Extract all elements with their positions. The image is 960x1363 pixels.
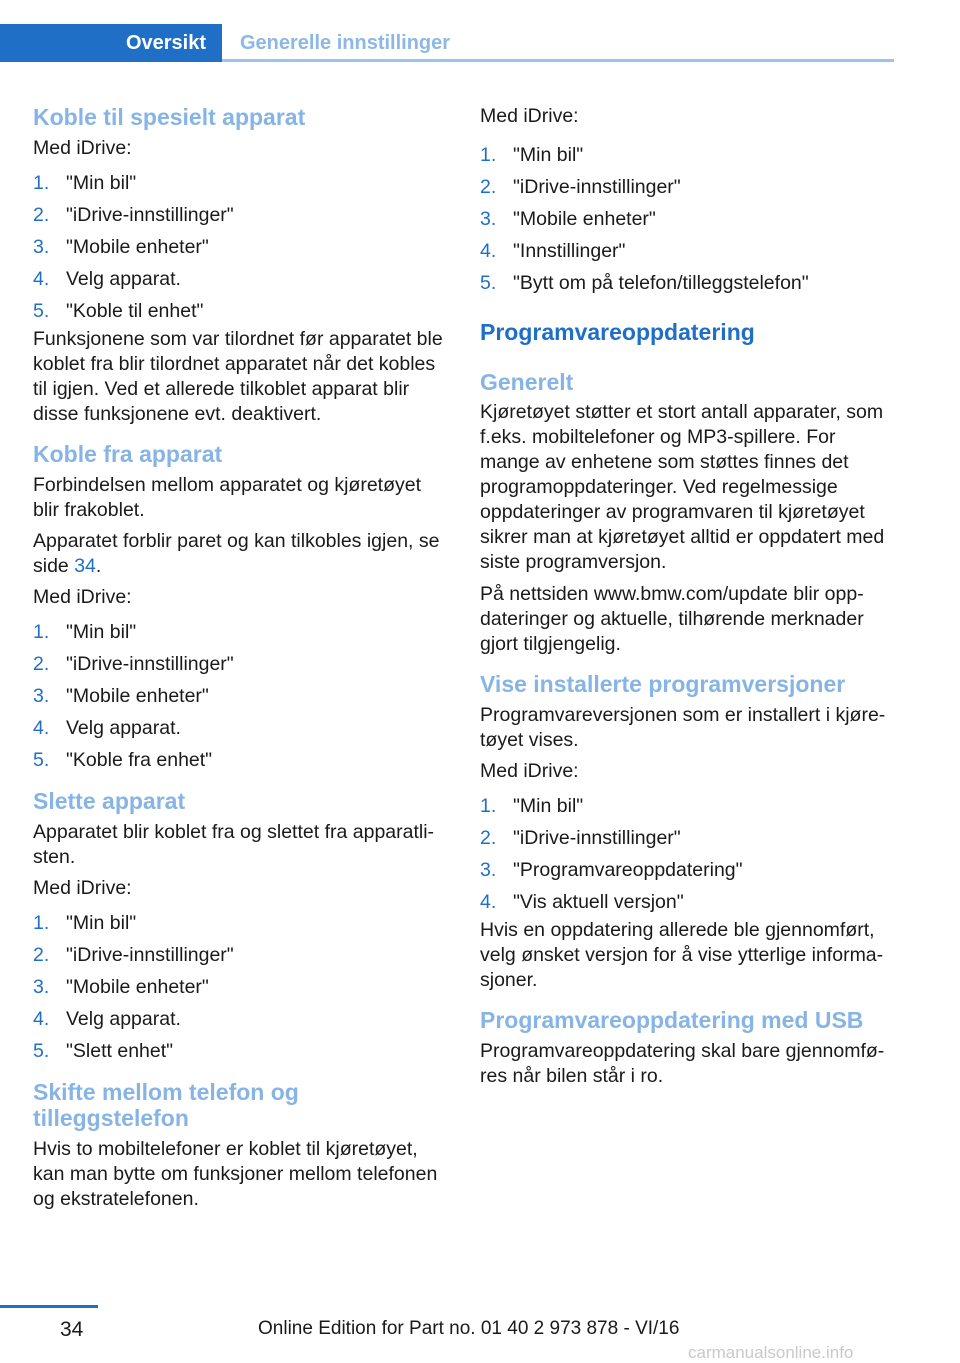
intro-med-idrive: Med iDrive: — [33, 877, 132, 899]
intro-med-idrive: Med iDrive: — [480, 105, 579, 127]
intro-med-idrive: Med iDrive: — [33, 137, 132, 159]
list-item: 3. "Programvareoppdatering" — [480, 859, 743, 881]
list-item: 4. "Vis aktuell versjon" — [480, 891, 684, 913]
intro-med-idrive: Med iDrive: — [480, 760, 579, 782]
paragraph: Programvareversjonen som er installert i kjøre‐ tøyet vises. — [480, 704, 886, 751]
steps-slette — [33, 907, 451, 1067]
page-number: 34 — [60, 1318, 84, 1341]
list-item: 2. "iDrive-innstillinger" — [33, 653, 234, 675]
heading-koble-fra: Koble fra apparat — [33, 441, 223, 467]
paragraph: Apparatet blir koblet fra og slettet fra apparatli‐ sten. — [33, 821, 435, 868]
list-item: 3. "Mobile enheter" — [33, 685, 209, 707]
watermark: carmanualsonline.info — [688, 1343, 854, 1362]
list-item: 1. "Min bil" — [33, 912, 137, 934]
heading-programvareoppdatering: Programvareoppdatering — [480, 319, 755, 345]
list-item: 1. "Min bil" — [33, 172, 137, 194]
list-item: 4. "Innstillinger" — [480, 240, 626, 262]
paragraph: Hvis to mobiltelefoner er koblet til kjøretøyet, kan man bytte om funksjoner mellom telefonen og ekstratelefonen. — [33, 1138, 438, 1210]
footer-rule — [0, 1305, 98, 1308]
paragraph: På nettsiden www.bmw.com/update blir opp‐ dateringer og aktuelle, tilhørende merknader gjort tilgjengelig. — [480, 583, 864, 655]
list-item: 5. "Koble fra enhet" — [33, 749, 213, 771]
list-item: 3. "Mobile enheter" — [33, 976, 209, 998]
list-item: 5. "Slett enhet" — [33, 1040, 174, 1062]
list-item: 4. Velg apparat. — [33, 1008, 181, 1030]
list-item: 2. "iDrive-innstillinger" — [480, 176, 681, 198]
tab-oversikt[interactable]: Oversikt — [0, 24, 222, 62]
list-item: 4. Velg apparat. — [33, 268, 181, 290]
list-item: 5. "Bytt om på telefon/tilleggstelefon" — [480, 272, 809, 294]
paragraph: Kjøretøyet støtter et stort antall apparater, som f.eks. mobiltelefoner og MP3-spillere. For mange av enhetene som støttes finnes det programoppdateringer. Ved regelmessige oppdateringer av programvaren til kjøretøyet sikrer man at kjøretøyet alltid er oppdatert med siste programversjon. — [480, 401, 885, 573]
header-rule — [222, 59, 894, 62]
paragraph-with-link: Apparatet forblir paret og kan tilkobles igjen, se side 34. — [33, 530, 440, 577]
list-item: 3. "Mobile enheter" — [33, 236, 209, 258]
heading-skifte: Skifte mellom telefon og tilleggstelefon — [33, 1079, 299, 1131]
steps-vis-versjon — [480, 790, 898, 918]
left-column — [33, 100, 451, 1212]
top-navigation — [0, 24, 894, 62]
list-item: 1. "Min bil" — [480, 144, 584, 166]
right-column — [480, 100, 898, 1089]
list-item: 5. "Koble til enhet" — [33, 300, 204, 322]
heading-vise-versjoner: Vise installerte programversjoner — [480, 671, 846, 697]
paragraph: Forbindelsen mellom apparatet og kjøretøyet blir frakoblet. — [33, 474, 422, 521]
note-vise: Hvis en oppdatering allerede ble gjennomført, velg ønsket versjon for å vise ytterlige informa‐ sjoner. — [480, 919, 884, 991]
list-item: 4. Velg apparat. — [33, 717, 181, 739]
list-item: 2. "iDrive-innstillinger" — [33, 204, 234, 226]
list-item: 1. "Min bil" — [33, 621, 137, 643]
list-item: 1. "Min bil" — [480, 795, 584, 817]
list-item: 3. "Mobile enheter" — [480, 208, 656, 230]
heading-generelt: Generelt — [480, 369, 574, 395]
heading-slette: Slette apparat — [33, 788, 186, 814]
paragraph: Programvareoppdatering skal bare gjennomfø‐ res når bilen står i ro. — [480, 1040, 885, 1087]
steps-koble-fra — [33, 616, 451, 776]
tab-generelle-innstillinger[interactable]: Generelle innstillinger — [240, 31, 451, 54]
note-koble-til: Funksjonene som var tilordnet før apparatet ble koblet fra blir tilordnet apparatet når det kobles til igjen. Ved et allerede tilkoblet apparat blir disse funksjonene evt. deaktivert. — [33, 328, 443, 425]
intro-med-idrive: Med iDrive: — [33, 586, 132, 608]
edition-info: Online Edition for Part no. 01 40 2 973 878 - VI/16 — [258, 1318, 680, 1339]
page-reference-link[interactable]: 34 — [74, 555, 96, 577]
steps-koble-til — [33, 167, 451, 327]
list-item: 2. "iDrive-innstillinger" — [480, 827, 681, 849]
steps-bytt-telefon — [480, 139, 898, 299]
list-item: 2. "iDrive-innstillinger" — [33, 944, 234, 966]
heading-koble-til: Koble til spesielt apparat — [33, 104, 306, 130]
heading-usb: Programvareoppdatering med USB — [480, 1007, 864, 1033]
